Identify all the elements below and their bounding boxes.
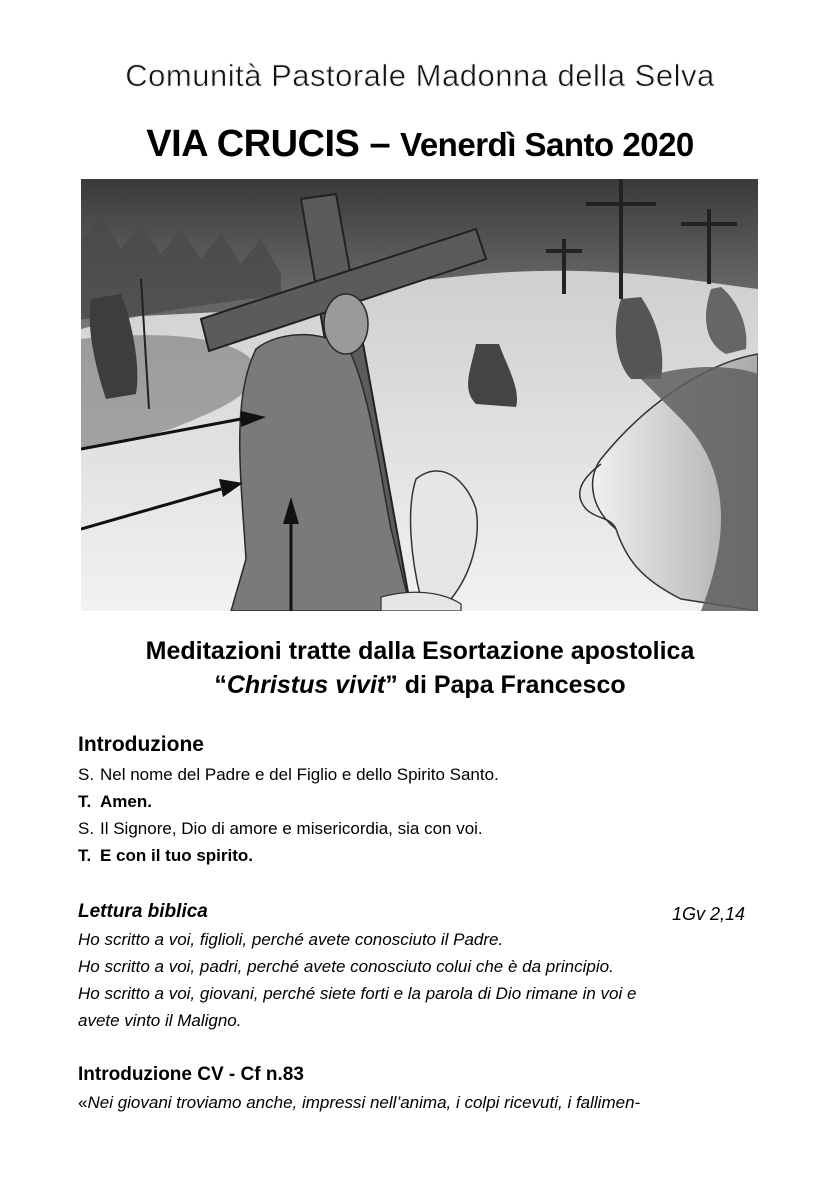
lettura-line: Ho scritto a voi, figlioli, perché avete conosciuto il Padre.: [78, 930, 504, 949]
line-text: Amen.: [100, 792, 152, 811]
introduzione-cv-heading: Introduzione CV - Cf n.83: [78, 1064, 304, 1085]
lettura-line: Ho scritto a voi, padri, perché avete conosciuto colui che è da principio.: [78, 957, 614, 976]
speaker-mark: S.: [78, 819, 95, 838]
lettura-line: Ho scritto a voi, giovani, perché siete forti e la parola di Dio rimane in voi e: [78, 984, 637, 1003]
introduzione-line: [78, 792, 152, 812]
page-title: [0, 123, 840, 166]
introduzione-line: [78, 846, 253, 866]
subtitle-line-2: [0, 668, 840, 702]
introduzione-cv-line: [78, 1093, 640, 1113]
subtitle: [0, 634, 840, 702]
title-sub: Venerdì Santo 2020: [400, 126, 694, 163]
introduzione-line: [78, 819, 483, 839]
quote-open: «: [78, 1093, 88, 1112]
line-text: E con il tuo spirito.: [100, 846, 253, 865]
subtitle-line-1: Meditazioni tratte dalla Esortazione apostolica: [145, 637, 695, 665]
lettura-heading: Lettura biblica: [78, 901, 208, 922]
line-text: Nel nome del Padre e del Figlio e dello Spirito Santo.: [100, 765, 499, 784]
introduzione-heading: Introduzione: [78, 733, 204, 756]
speaker-mark: S.: [78, 765, 95, 784]
subtitle-quote-open: “: [214, 671, 227, 699]
quote-text: Nei giovani troviamo anche, impressi nell’anima, i colpi ricevuti, i fallimen-: [87, 1093, 641, 1112]
line-text: Il Signore, Dio di amore e misericordia, sia con voi.: [100, 819, 483, 838]
subtitle-work-title: Christus vivit: [226, 671, 386, 699]
way-of-the-cross-illustration: [81, 179, 758, 611]
subtitle-author: ” di Papa Francesco: [385, 671, 626, 699]
parish-name: Comunità Pastorale Madonna della Selva: [125, 58, 715, 93]
speaker-mark: T.: [78, 792, 92, 811]
lettura-line: avete vinto il Maligno.: [78, 1011, 242, 1030]
title-main: VIA CRUCIS –: [146, 123, 401, 165]
scripture-reference: 1Gv 2,14: [672, 904, 746, 924]
speaker-mark: T.: [78, 846, 92, 865]
introduzione-line: [78, 765, 499, 785]
